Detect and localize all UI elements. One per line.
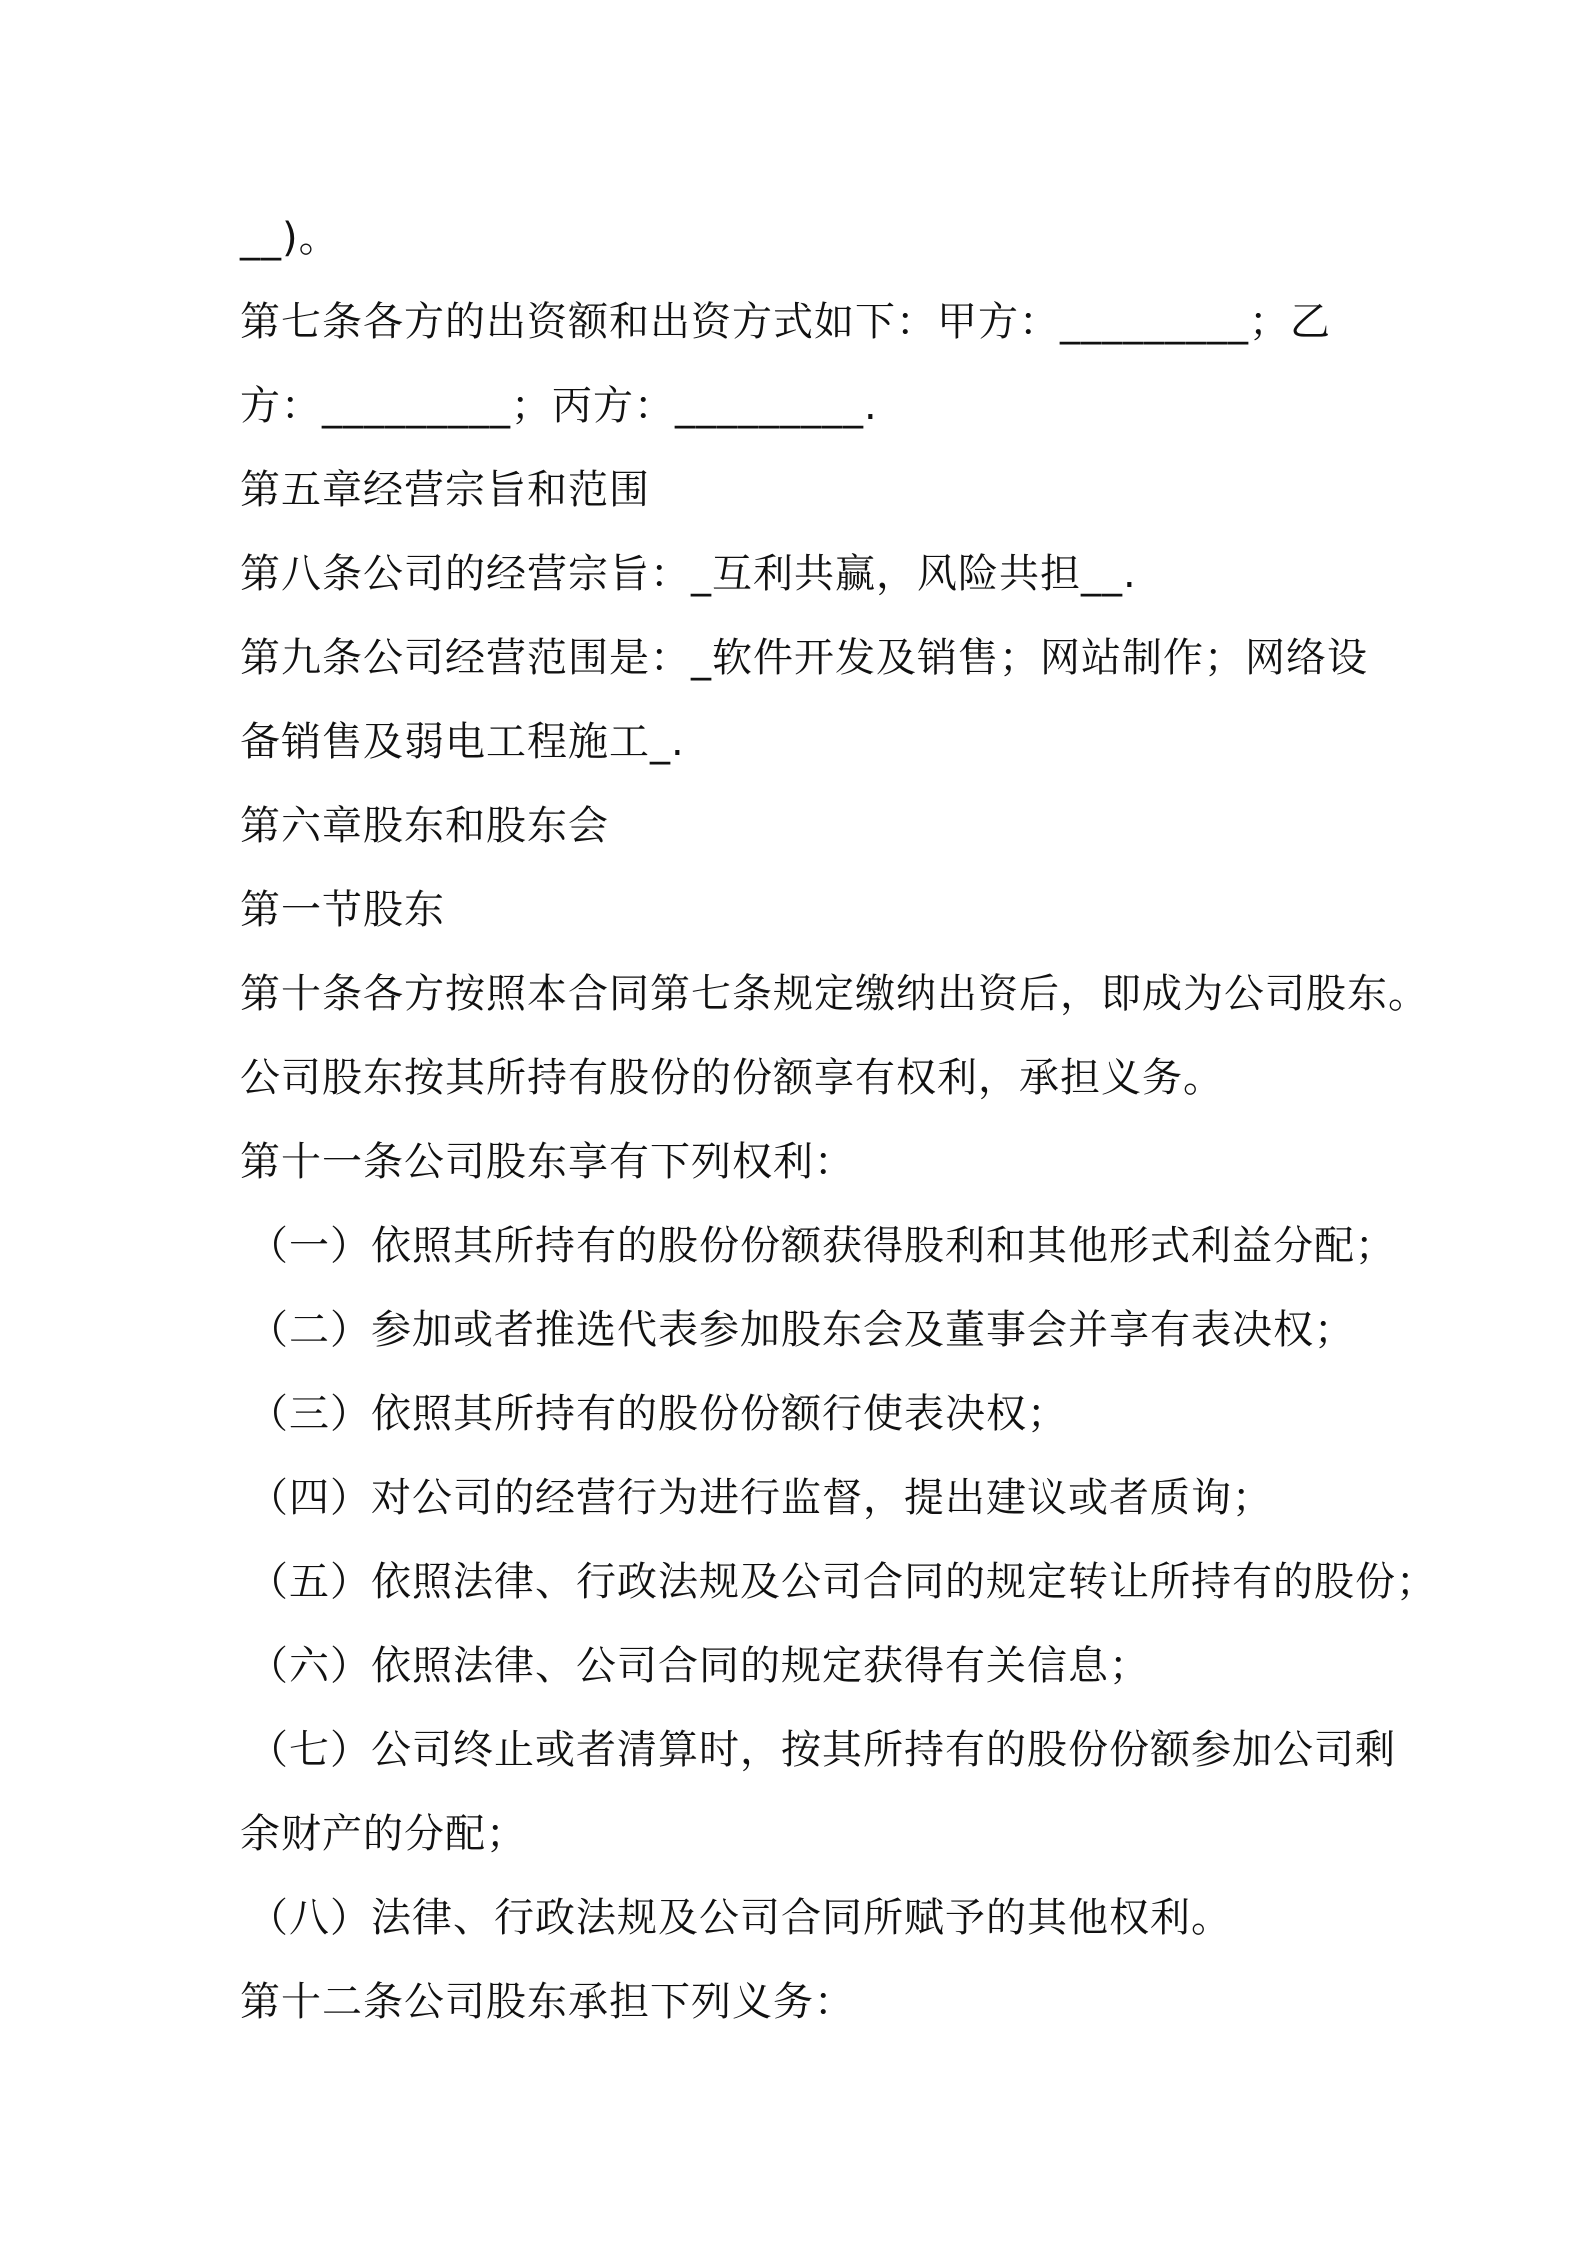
- article-10-line-1: 第十条各方按照本合同第七条规定缴纳出资后，即成为公司股东。: [240, 971, 1429, 1017]
- article-11-item-3: （三）依照其所持有的股份份额行使表决权；: [248, 1391, 1068, 1437]
- article-9-line-2: 备销售及弱电工程施工_.: [240, 719, 685, 765]
- article-11-item-7-line-1: （七）公司终止或者清算时，按其所持有的股份份额参加公司剩: [248, 1727, 1396, 1773]
- article-12-heading: 第十二条公司股东承担下列义务：: [240, 1979, 855, 2025]
- article-7-line-2: 方：_________；丙方：_________.: [240, 383, 878, 429]
- article-11-item-4: （四）对公司的经营行为进行监督，提出建议或者质询；: [248, 1475, 1273, 1521]
- document-body: [240, 196, 1437, 2044]
- article-11-item-2: （二）参加或者推选代表参加股东会及董事会并享有表决权；: [248, 1307, 1355, 1353]
- article-11-item-8: （八）法律、行政法规及公司合同所赋予的其他权利。: [248, 1895, 1232, 1941]
- article-10-line-2: 公司股东按其所持有股份的份额享有权利，承担义务。: [240, 1055, 1224, 1101]
- article-11-heading: 第十一条公司股东享有下列权利：: [240, 1139, 855, 1185]
- chapter-5-heading: 第五章经营宗旨和范围: [240, 467, 650, 513]
- article-11-item-5: （五）依照法律、行政法规及公司合同的规定转让所持有的股份；: [248, 1559, 1437, 1605]
- text-line: __)。: [240, 215, 340, 261]
- article-11-item-7-line-2: 余财产的分配；: [240, 1811, 527, 1857]
- section-1-heading: 第一节股东: [240, 887, 445, 933]
- article-11-item-6: （六）依照法律、公司合同的规定获得有关信息；: [248, 1643, 1150, 1689]
- article-8: 第八条公司的经营宗旨：_互利共赢，风险共担__.: [240, 551, 1137, 597]
- article-11-item-1: （一）依照其所持有的股份份额获得股利和其他形式利益分配；: [248, 1223, 1396, 1269]
- article-9-line-1: 第九条公司经营范围是：_软件开发及销售；网站制作；网络设: [240, 635, 1368, 681]
- chapter-6-heading: 第六章股东和股东会: [240, 803, 609, 849]
- article-7-line-1: 第七条各方的出资额和出资方式如下：甲方：_________；乙: [240, 299, 1331, 345]
